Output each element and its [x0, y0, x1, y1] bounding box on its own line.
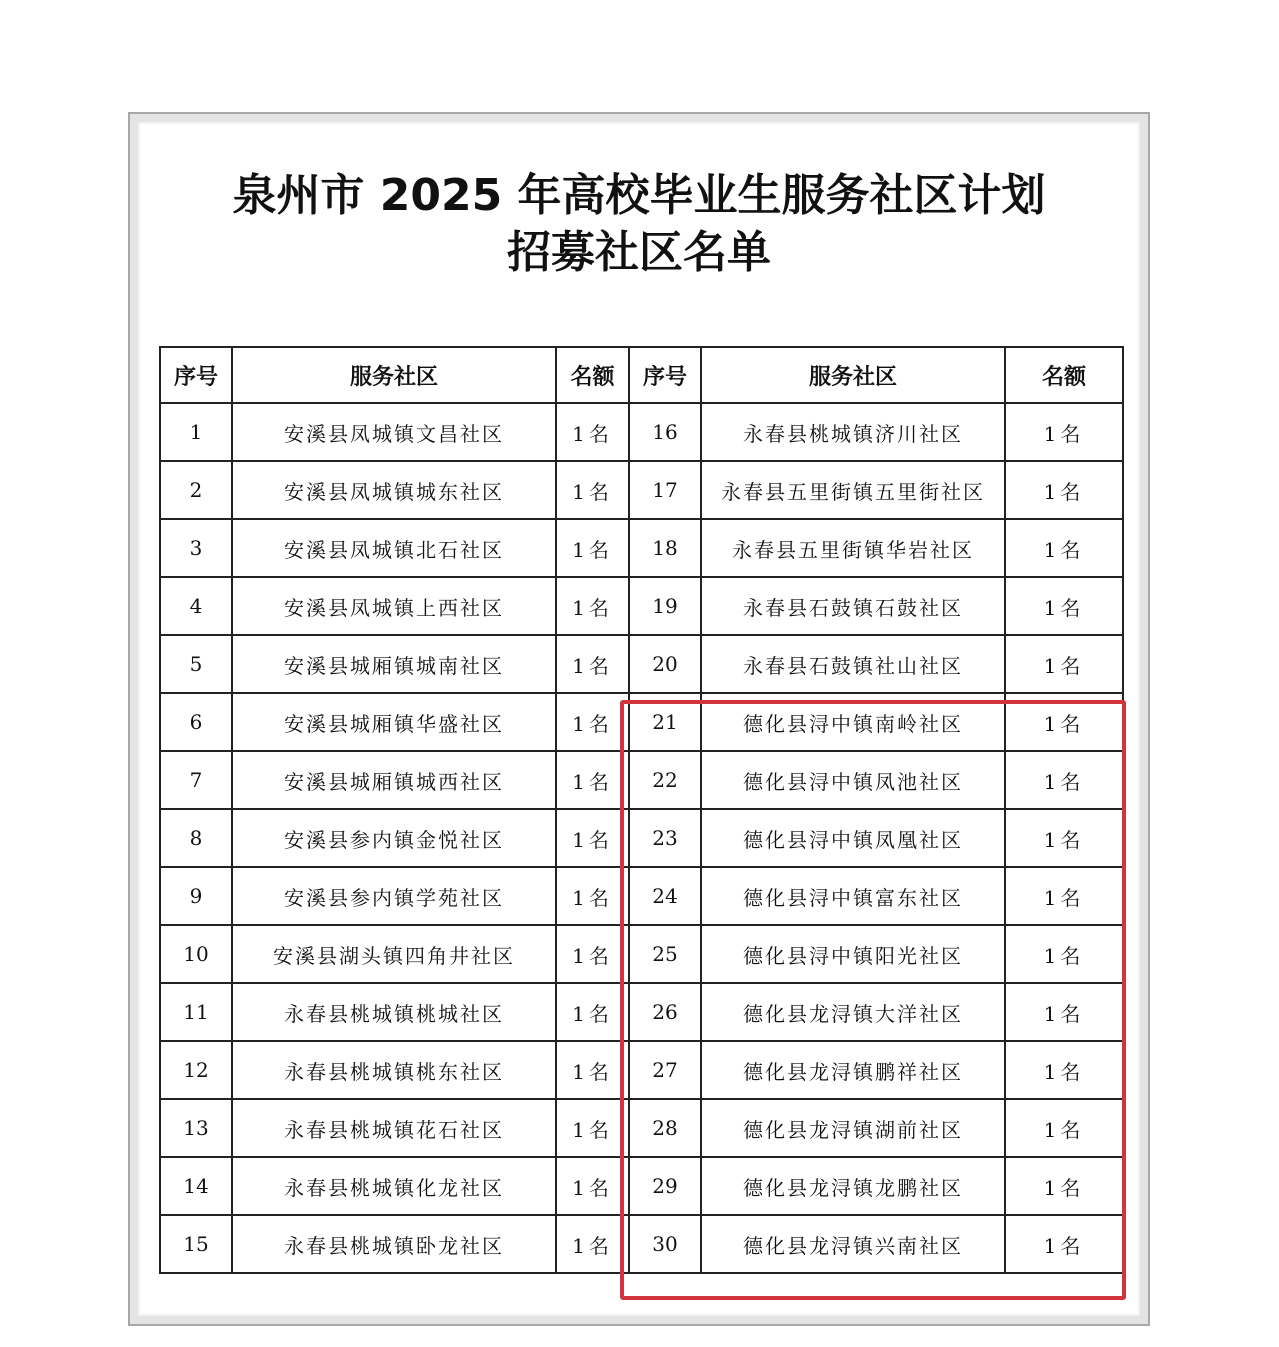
table-row [160, 1099, 1123, 1157]
cell-community-right: 德化县浔中镇阳光社区 [701, 925, 1005, 983]
cell-seq-right: 22 [629, 751, 701, 809]
cell-quota-right: 1名 [1005, 1099, 1123, 1157]
cell-community-left: 安溪县城厢镇城南社区 [232, 635, 556, 693]
cell-community-left: 安溪县参内镇学苑社区 [232, 867, 556, 925]
cell-seq-left: 7 [160, 751, 232, 809]
table-row [160, 1041, 1123, 1099]
cell-quota-right: 1名 [1005, 983, 1123, 1041]
table-row [160, 403, 1123, 461]
cell-seq-right: 21 [629, 693, 701, 751]
cell-seq-left: 2 [160, 461, 232, 519]
cell-quota-left: 1名 [556, 1215, 629, 1273]
cell-community-right: 德化县浔中镇凤凰社区 [701, 809, 1005, 867]
cell-seq-left: 4 [160, 577, 232, 635]
table-row [160, 519, 1123, 577]
cell-seq-right: 19 [629, 577, 701, 635]
header-community-left: 服务社区 [232, 347, 556, 403]
cell-quota-right: 1名 [1005, 693, 1123, 751]
cell-community-left: 永春县桃城镇花石社区 [232, 1099, 556, 1157]
cell-quota-left: 1名 [556, 461, 629, 519]
cell-quota-left: 1名 [556, 925, 629, 983]
cell-community-right: 德化县浔中镇富东社区 [701, 867, 1005, 925]
table-row [160, 1215, 1123, 1273]
cell-quota-left: 1名 [556, 693, 629, 751]
cell-community-left: 永春县桃城镇卧龙社区 [232, 1215, 556, 1273]
table-body [160, 403, 1123, 1273]
table-row [160, 809, 1123, 867]
cell-quota-right: 1名 [1005, 809, 1123, 867]
cell-community-left: 安溪县湖头镇四角井社区 [232, 925, 556, 983]
cell-seq-right: 24 [629, 867, 701, 925]
cell-quota-left: 1名 [556, 1099, 629, 1157]
header-quota-left: 名额 [556, 347, 629, 403]
cell-quota-right: 1名 [1005, 519, 1123, 577]
cell-community-right: 永春县石鼓镇石鼓社区 [701, 577, 1005, 635]
cell-seq-right: 18 [629, 519, 701, 577]
cell-quota-right: 1名 [1005, 403, 1123, 461]
cell-community-right: 永春县五里街镇五里街社区 [701, 461, 1005, 519]
cell-quota-right: 1名 [1005, 1157, 1123, 1215]
cell-community-left: 安溪县城厢镇城西社区 [232, 751, 556, 809]
header-community-right: 服务社区 [701, 347, 1005, 403]
cell-community-left: 安溪县凤城镇文昌社区 [232, 403, 556, 461]
cell-quota-right: 1名 [1005, 1041, 1123, 1099]
header-seq-left: 序号 [160, 347, 232, 403]
cell-quota-right: 1名 [1005, 1215, 1123, 1273]
cell-community-right: 德化县浔中镇凤池社区 [701, 751, 1005, 809]
cell-quota-left: 1名 [556, 403, 629, 461]
table-row [160, 461, 1123, 519]
cell-community-right: 德化县浔中镇南岭社区 [701, 693, 1005, 751]
cell-seq-left: 8 [160, 809, 232, 867]
cell-quota-left: 1名 [556, 867, 629, 925]
document-title-line1: 泉州市 2025 年高校毕业生服务社区计划 [232, 170, 1046, 221]
table-row [160, 983, 1123, 1041]
cell-community-right: 德化县龙浔镇兴南社区 [701, 1215, 1005, 1273]
cell-seq-right: 28 [629, 1099, 701, 1157]
cell-community-right: 永春县桃城镇济川社区 [701, 403, 1005, 461]
cell-quota-left: 1名 [556, 751, 629, 809]
cell-seq-right: 23 [629, 809, 701, 867]
cell-seq-left: 10 [160, 925, 232, 983]
cell-seq-right: 17 [629, 461, 701, 519]
cell-quota-left: 1名 [556, 809, 629, 867]
header-seq-right: 序号 [629, 347, 701, 403]
cell-seq-left: 14 [160, 1157, 232, 1215]
cell-seq-left: 15 [160, 1215, 232, 1273]
cell-community-right: 永春县五里街镇华岩社区 [701, 519, 1005, 577]
table-header-row [160, 347, 1123, 403]
cell-quota-right: 1名 [1005, 461, 1123, 519]
document-frame [128, 112, 1150, 1326]
header-quota-right: 名额 [1005, 347, 1123, 403]
cell-seq-right: 16 [629, 403, 701, 461]
cell-seq-right: 20 [629, 635, 701, 693]
table-row [160, 577, 1123, 635]
cell-community-left: 永春县桃城镇桃东社区 [232, 1041, 556, 1099]
cell-quota-right: 1名 [1005, 751, 1123, 809]
cell-community-left: 安溪县凤城镇北石社区 [232, 519, 556, 577]
cell-seq-left: 11 [160, 983, 232, 1041]
cell-community-right: 德化县龙浔镇湖前社区 [701, 1099, 1005, 1157]
cell-community-left: 安溪县城厢镇华盛社区 [232, 693, 556, 751]
cell-quota-right: 1名 [1005, 577, 1123, 635]
cell-quota-right: 1名 [1005, 925, 1123, 983]
cell-quota-left: 1名 [556, 983, 629, 1041]
cell-community-left: 安溪县凤城镇城东社区 [232, 461, 556, 519]
cell-seq-right: 29 [629, 1157, 701, 1215]
table-row [160, 867, 1123, 925]
cell-quota-left: 1名 [556, 1041, 629, 1099]
cell-community-right: 永春县石鼓镇社山社区 [701, 635, 1005, 693]
cell-community-right: 德化县龙浔镇鹏祥社区 [701, 1041, 1005, 1099]
community-roster-table [159, 346, 1124, 1274]
cell-community-right: 德化县龙浔镇龙鹏社区 [701, 1157, 1005, 1215]
cell-quota-right: 1名 [1005, 867, 1123, 925]
cell-quota-left: 1名 [556, 577, 629, 635]
cell-quota-left: 1名 [556, 635, 629, 693]
cell-quota-right: 1名 [1005, 635, 1123, 693]
cell-seq-right: 30 [629, 1215, 701, 1273]
cell-seq-right: 27 [629, 1041, 701, 1099]
table-row [160, 751, 1123, 809]
cell-quota-left: 1名 [556, 1157, 629, 1215]
cell-seq-left: 1 [160, 403, 232, 461]
table-row [160, 693, 1123, 751]
cell-seq-left: 6 [160, 693, 232, 751]
cell-quota-left: 1名 [556, 519, 629, 577]
table-row [160, 635, 1123, 693]
cell-seq-left: 9 [160, 867, 232, 925]
document-title-line2: 招募社区名单 [507, 227, 771, 278]
cell-seq-right: 25 [629, 925, 701, 983]
cell-seq-right: 26 [629, 983, 701, 1041]
cell-seq-left: 12 [160, 1041, 232, 1099]
cell-community-left: 永春县桃城镇桃城社区 [232, 983, 556, 1041]
cell-seq-left: 5 [160, 635, 232, 693]
cell-community-left: 安溪县参内镇金悦社区 [232, 809, 556, 867]
cell-community-left: 安溪县凤城镇上西社区 [232, 577, 556, 635]
cell-seq-left: 13 [160, 1099, 232, 1157]
table-row [160, 1157, 1123, 1215]
cell-community-left: 永春县桃城镇化龙社区 [232, 1157, 556, 1215]
cell-seq-left: 3 [160, 519, 232, 577]
cell-community-right: 德化县龙浔镇大洋社区 [701, 983, 1005, 1041]
table-row [160, 925, 1123, 983]
